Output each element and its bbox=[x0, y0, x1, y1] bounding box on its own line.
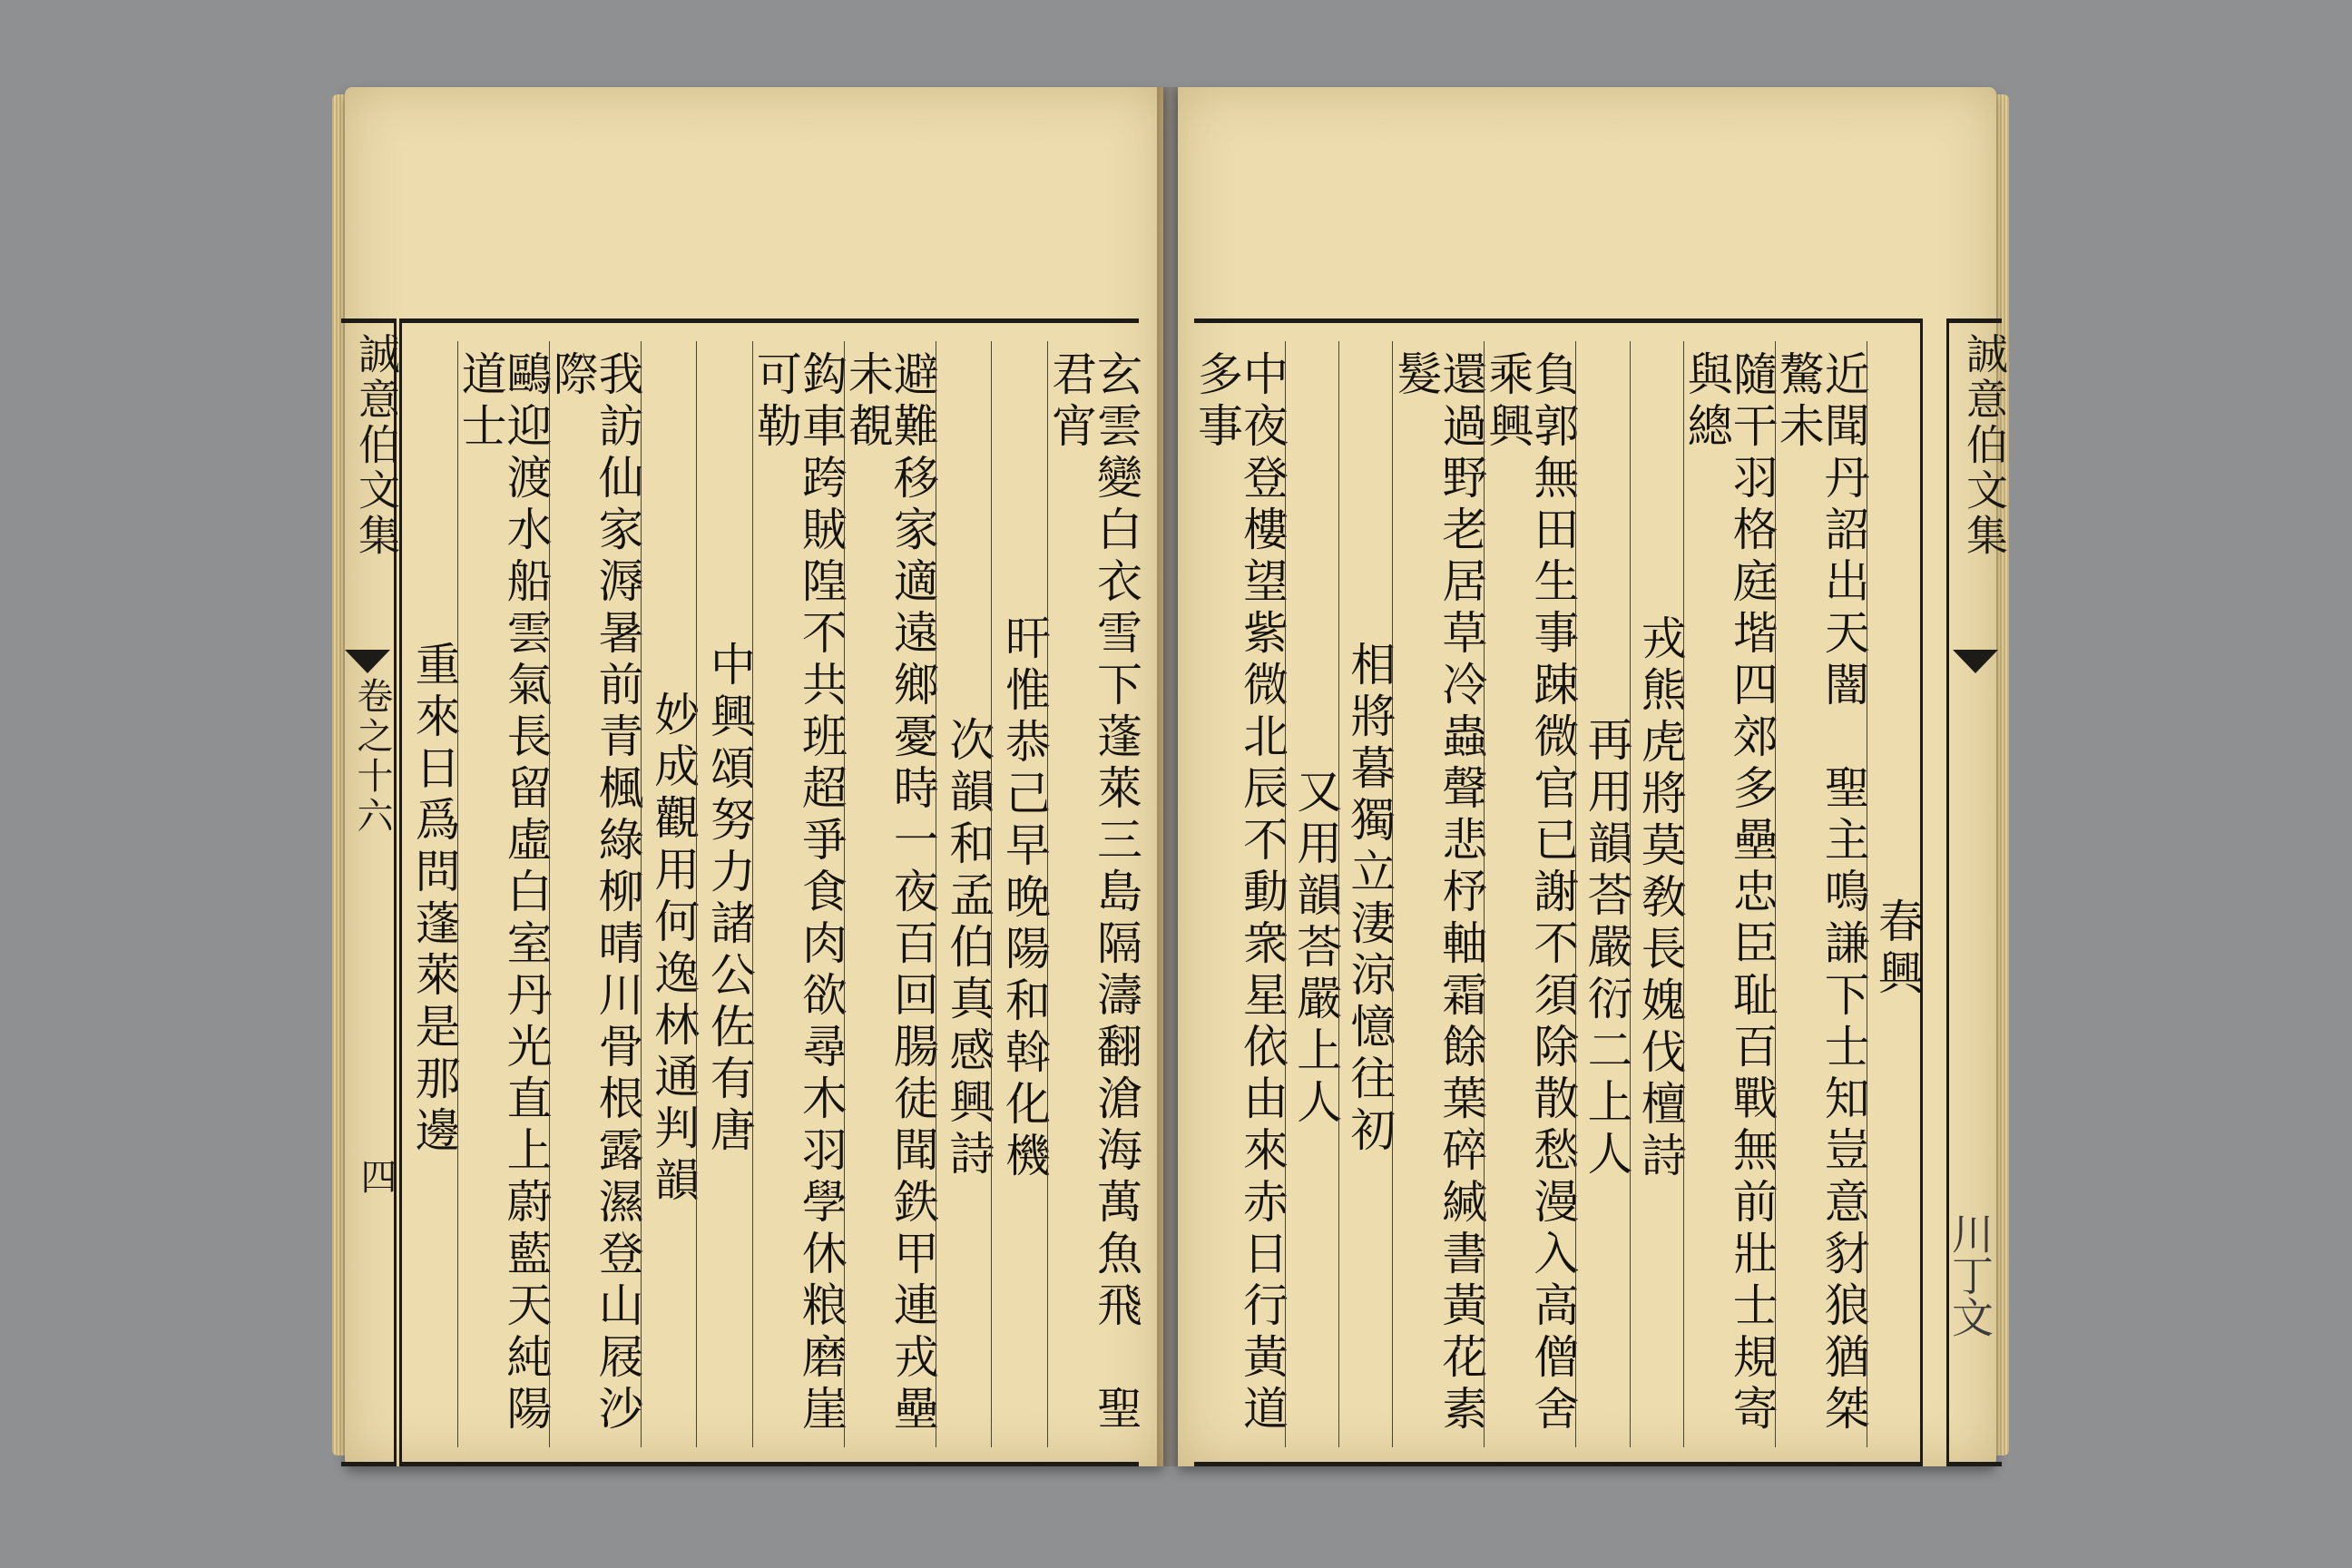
right-page bbox=[1178, 87, 2009, 1466]
text-column: 鷗迎渡水船雲氣長留虛白室丹光直上蔚藍天純陽道士 bbox=[457, 341, 549, 1447]
text-column: 避難移家適遠鄉憂時一夜百回腸徒聞鉄甲連戎壘未覩 bbox=[844, 341, 936, 1447]
text-column: 春興 bbox=[1867, 341, 1920, 1447]
text-column: 再用韻荅嚴衍二上人 bbox=[1575, 341, 1629, 1447]
left-center-block bbox=[341, 318, 401, 1466]
text-column: 重來日爲問蓬萊是那邊 bbox=[407, 640, 461, 1158]
text-column: 中夜登樓望紫微北辰不動衆星依由來赤日行黃道多事 bbox=[1190, 350, 1289, 1436]
left-banxin-title: 誠意伯文集 bbox=[352, 332, 401, 559]
text-column: 我訪仙家溽暑前青楓綠柳晴川骨根露濕登山屐沙際 bbox=[549, 341, 641, 1447]
text-column: 隨干羽格庭堦四郊多壘忠臣耻百戰無前壯士規寄與總 bbox=[1683, 341, 1775, 1447]
right-columns bbox=[1190, 341, 1924, 1447]
right-text-frame bbox=[1190, 318, 1924, 1466]
text-column: 負郭無田生事踈微官已謝不須除散愁漫入高僧舍乘興 bbox=[1484, 341, 1575, 1447]
text-column: 鈎車跨賊隍不共班超爭食肉欲尋木羽學休粮磨崖可勒 bbox=[752, 341, 844, 1447]
left-banxin-volume: 卷之十六 bbox=[351, 677, 393, 837]
open-book bbox=[345, 78, 2009, 1475]
text-column: 又用韻荅嚴上人 bbox=[1285, 341, 1338, 1447]
left-page bbox=[345, 87, 1163, 1466]
handwritten-note: 川丁文 bbox=[1945, 1212, 1994, 1338]
text-column: 次韻和孟伯真感興詩 bbox=[936, 341, 992, 1447]
text-column: 玄雲變白衣雪下蓬萊三島隔濤翻滄海萬魚飛 聖君宵 bbox=[1047, 341, 1139, 1447]
left-banxin-page-number: 四 bbox=[355, 1158, 397, 1198]
fish-tail-mark bbox=[345, 650, 390, 673]
text-column: 中興頌努力諸公佐有唐 bbox=[696, 341, 752, 1447]
text-column: 旰惟恭己早晚陽和斡化機 bbox=[991, 341, 1047, 1447]
left-text-frame bbox=[399, 318, 1142, 1466]
text-column: 妙成觀用何逸林通判韻 bbox=[641, 341, 697, 1447]
text-column: 近聞丹詔出天闇 聖主鳴謙下士知豈意豺狼猶桀驁未 bbox=[1775, 341, 1867, 1447]
right-banxin-title: 誠意伯文集 bbox=[1960, 332, 2009, 559]
text-column: 相將暮獨立淒涼憶往初 bbox=[1338, 341, 1392, 1447]
text-column: 戎熊虎將莫敎長媿伐檀詩 bbox=[1630, 341, 1683, 1447]
fish-tail-mark bbox=[1953, 650, 1998, 673]
left-columns bbox=[402, 341, 1142, 1447]
text-column: 還過野老居草冷蟲聲悲杼軸霜餘葉碎緘書黃花素髮 bbox=[1392, 341, 1484, 1447]
